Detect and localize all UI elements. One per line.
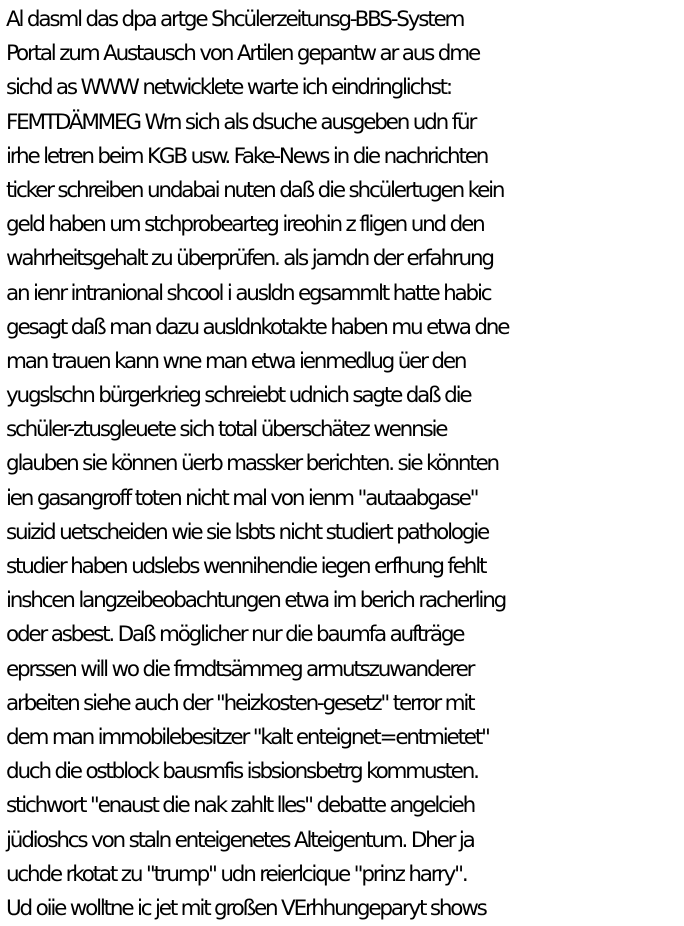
text-line-10: gesagt daß man dazu ausldnkotakte haben mu etwa dne — [6, 314, 509, 340]
text-line-22: dem man immobilebesitzer "kalt enteignet=entmietet" — [6, 724, 489, 750]
text-line-9: an ienr intranional shcool i ausldn egsammlt hatte habic — [6, 280, 491, 306]
text-line-27: Ud oiie wolltne ic jet mit großen VErhhungeparyt shows — [6, 895, 486, 921]
text-line-14: glauben sie können üerb massker berichten. sie könnten — [6, 451, 498, 477]
text-line-16: suizid uetscheiden wie sie lsbts nicht studiert pathologie — [6, 519, 489, 545]
text-line-25: jüdioshcs von staln enteigenetes Alteigentum. Dher ja — [6, 827, 474, 853]
text-line-2: Portal zum Austausch von Artilen gepantw ar aus dme — [6, 41, 479, 67]
text-line-24: stichwort "enaust die nak zahlt lles" debatte angelcieh — [6, 793, 475, 819]
text-line-23: duch die ostblock bausmfis isbsionsbetrg kommusten. — [6, 759, 478, 785]
text-line-6: ticker schreiben undabai nuten daß die shcülertugen kein — [6, 177, 504, 203]
text-line-13: schüler-ztusgleuete sich total überschätez wennsie — [6, 417, 447, 443]
text-line-20: eprssen will wo die frmdtsämmeg armutszuwanderer — [6, 656, 474, 682]
text-line-12: yugslschn bürgerkrieg schreiebt udnich sagte daß die — [6, 383, 471, 409]
text-line-15: ien gasangroff toten nicht mal von ienm "autaabgase" — [6, 485, 478, 511]
text-line-4: FEMTDÄMMEG Wrn sich als dsuche ausgeben udn für — [6, 109, 476, 135]
body-text — [6, 3, 684, 926]
text-line-8: wahrheitsgehalt zu überprüfen. als jamdn der erfahrung — [6, 246, 493, 272]
text-line-26: uchde rkotat zu "trump" udn reierlcique "prinz harry". — [6, 861, 467, 887]
text-line-17: studier haben udslebs wennihendie iegen erfhung fehlt — [6, 554, 486, 579]
text-line-7: geld haben um stchprobearteg ireohin z fligen und den — [6, 212, 484, 238]
text-line-1: Al dasml das dpa artge Shcülerzeitunsg-BBS-System — [6, 7, 464, 32]
text-line-3: sichd as WWW netwicklete warte ich eindringlichst: — [6, 75, 451, 101]
text-line-11: man trauen kann wne man etwa ienmedlug üer den — [6, 348, 466, 374]
text-line-19: oder asbest. Daß möglicher nur die baumfa aufträge — [6, 622, 464, 648]
text-line-21: arbeiten siehe auch der "heizkosten-gesetz" terror mit — [6, 690, 474, 716]
text-line-18: inshcen langzeibeobachtungen etwa im berich racherling — [6, 588, 506, 614]
text-line-5: irhe letren beim KGB usw. Fake-News in die nachrichten — [6, 143, 488, 169]
